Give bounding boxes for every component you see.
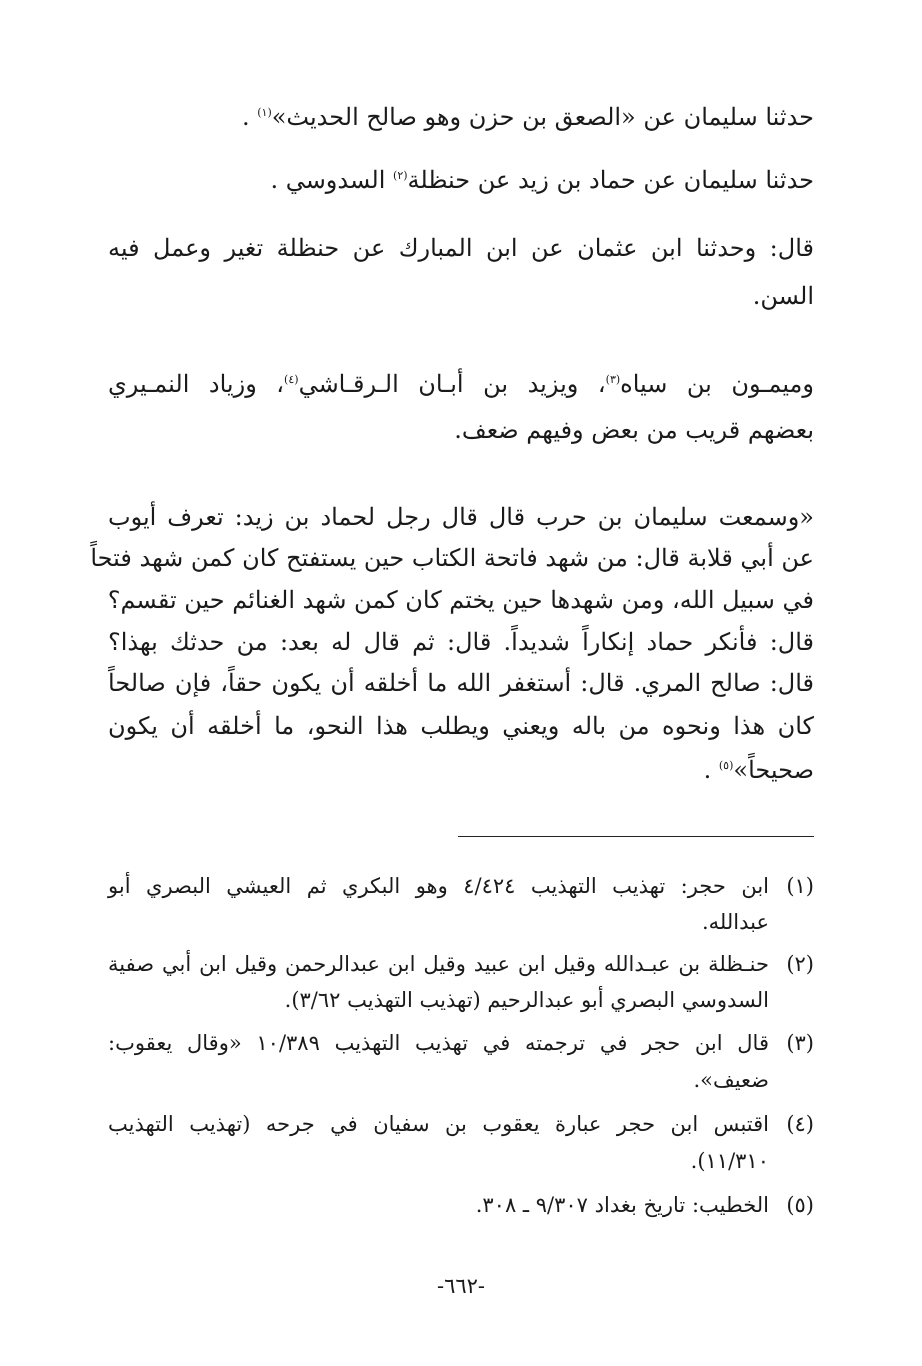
footnote-1-line-2: عبدالله. [701, 910, 769, 934]
paragraph-3-line-2: السن. [752, 282, 814, 310]
paragraph-2-text: حدثنا سليمان عن حماد بن زيد عن حنظلة [407, 166, 814, 194]
footnote-2-line-1: حنـظلة بن عبـدالله وقيل ابن عبيد وقيل ابن عبدالرحمن وقيل ابن أبي صفية [108, 952, 769, 976]
paragraph-2-end: السدوسي . [270, 166, 394, 194]
paragraph-3-line-1: قال: وحدثنا ابن عثمان عن ابن المبارك عن حنظلة تغير وعمل فيه [108, 234, 814, 262]
paragraph-4-line-2: بعضهم قريب من بعض وفيهم ضعف. [454, 416, 814, 444]
footnote-ref-5: (٥) [718, 759, 734, 772]
footnote-1-line-1: ابن حجر: تهذيب التهذيب ٤/٤٢٤ وهو البكري ثم العيشي البصري أبو [108, 874, 769, 898]
paragraph-1-text: حدثنا سليمان عن «الصعق بن حزن وهو صالح الحديث» [271, 103, 814, 131]
paragraph-5-end: . [703, 756, 719, 784]
footnote-2-number: (٢) [786, 952, 814, 976]
footnote-2-line-2: السدوسي البصري أبو عبدالرحيم (تهذيب التهذيب ٣/٦٢). [284, 988, 769, 1012]
paragraph-2-line-1 [270, 160, 814, 200]
footnote-ref-4: (٤) [284, 373, 299, 386]
footnote-4-line-2: ١١/٣١٠). [690, 1149, 769, 1173]
footnote-separator [458, 836, 814, 837]
paragraph-1-line-1 [242, 97, 814, 137]
paragraph-5-line-5: قال: صالح المري. قال: أستغفر الله ما أخلقه أن يكون حقاً، فإن صالحاً [108, 669, 814, 697]
paragraph-4-text-c: ، وزياد النمـيري [108, 370, 285, 398]
footnote-4-number: (٤) [786, 1112, 814, 1136]
paragraph-5-line-2: عن أبي قلابة قال: من شهد فاتحة الكتاب حين يستفتح كان كمن شهد فتحاً [90, 544, 814, 572]
footnote-5-line-1: الخطيب: تاريخ بغداد ٩/٣٠٧ ـ ٣٠٨. [475, 1193, 769, 1217]
paragraph-5-line-7 [704, 750, 814, 790]
paragraph-1-end: . [241, 103, 258, 131]
footnote-3-line-1: قال ابن حجر في ترجمته في تهذيب التهذيب ١٠/٣٨٩ «وقال يعقوب: [108, 1031, 769, 1055]
page-number: -٦٦٢- [436, 1274, 486, 1298]
paragraph-4-text-b: ، ويزيد بن أبـان الـرقـاشي [298, 370, 606, 398]
paragraph-5-line-3: في سبيل الله، ومن شهدها حين يختم كان كمن شهد الغنائم حين تقسم؟ [107, 586, 814, 614]
footnote-5-number: (٥) [786, 1193, 814, 1217]
paragraph-5-line-4: قال: فأنكر حماد إنكاراً شديداً. قال: ثم قال له بعد: من حدثك بهذا؟ [108, 628, 814, 656]
footnote-3-number: (٣) [786, 1031, 814, 1055]
paragraph-5-line-1: «وسمعت سليمان بن حرب قال قال رجل لحماد بن زيد: تعرف أيوب [108, 503, 814, 531]
paragraph-4-text-a: وميمـون بن سياه [620, 370, 815, 398]
footnote-ref-1: (١) [257, 106, 272, 119]
paragraph-4-line-1 [108, 364, 814, 404]
footnote-3-line-2: ضعيف». [693, 1068, 769, 1092]
footnote-ref-3: (٣) [605, 373, 621, 386]
paragraph-5-text-end: صحيحاً» [733, 756, 814, 784]
paragraph-5-line-6: كان هذا ونحوه من باله ويعني ويطلب هذا النحو، ما أخلقه أن يكون [108, 712, 814, 740]
footnote-ref-2: (٢) [393, 169, 408, 182]
footnote-1-number: (١) [786, 874, 814, 898]
footnote-4-line-1: اقتبس ابن حجر عبارة يعقوب بن سفيان في جرحه (تهذيب التهذيب [108, 1112, 769, 1136]
